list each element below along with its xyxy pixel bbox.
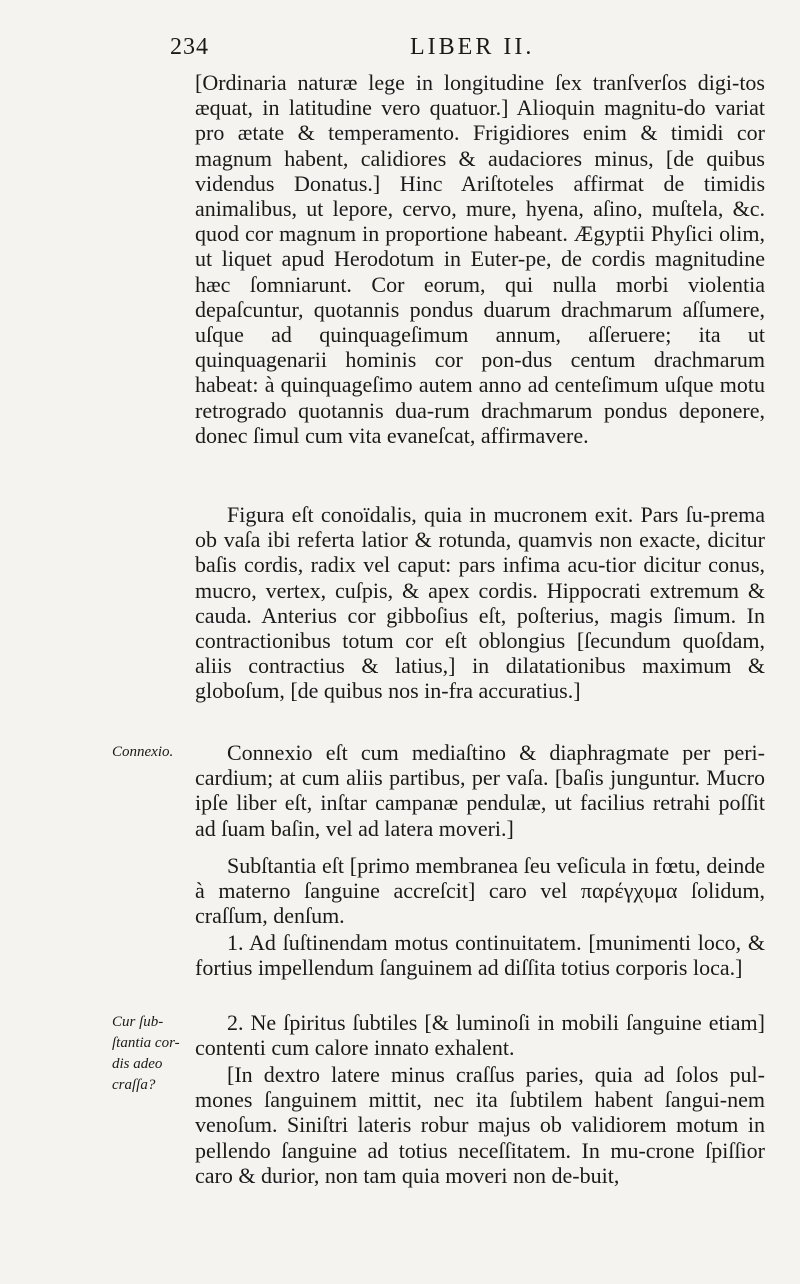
- paragraph-text: [In dextro latere minus craſſus paries, quia ad ſolos pul-mones ſanguinem mittit, nec ita ſubtilem habent ſangui-nem venoſum. Siniſtri lateris robur majus ob validiorem motum in pellendo ſanguine ad totius neceſſitatem. In mu-crone ſpiſſior caro & durior, non tam quia moveri non de-buit,: [195, 1062, 765, 1188]
- paragraph-text: 1. Ad ſuſtinendam motus continuitatem. [munimenti loco, & fortius impellendum ſanguinem ad diſſita totius corporis loca.]: [195, 930, 765, 981]
- paragraph-magnitudo: [195, 70, 765, 448]
- paragraph-text: Figura eſt conoïdalis, quia in mucronem exit. Pars ſu-prema ob vaſa ibi referta latior & rotunda, quamvis non exacte, dicitur baſis cordis, radix vel caput: pars infima acu-tior dicitur conus, mucro, vertex, cuſpis, & apex cordis. Hippocrati extremum & cauda. Anterius cor gibboſius eſt, poſterius, magis ſimum. In contractionibus totum cor eſt oblongius [ſecundum quoſdam, aliis contractius & latius,] in dilatationibus maximum & globoſum, [de quibus nos in-fra accuratius.]: [195, 502, 765, 704]
- paragraph-substantia: [195, 853, 765, 929]
- margin-note-cur-substantia: Cur ſub- ſtantia cor- dis adeo craſſa?: [112, 1014, 180, 1093]
- paragraph-text: 2. Ne ſpiritus ſubtiles [& luminoſi in mobili ſanguine etiam] contenti cum calore innato exhalent.: [195, 1010, 765, 1061]
- paragraph-reason-1: [195, 930, 765, 980]
- paragraph-text: [Ordinaria naturæ lege in longitudine ſex tranſverſos digi-tos æquat, in latitudine vero quatuor.] Alioquin magnitu-do variat pro ætate & temperamento. Frigidiores enim & timidi cor magnum habent, calidiores & audaciores minus, [de quibus videndus Donatus.] Hinc Ariſtoteles affirmat de timidis animalibus, ut lepore, cervo, mure, hyena, aſino, muſtela, &c. quod cor magnum in proportione habeant. Ægyptii Phyſici olim, ut liquet apud Herodotum in Euter-pe, de cordis magnitudine hæc ſomniarunt. Cor eorum, qui nulla morbi violentia depaſcuntur, quotannis pondus duarum drachmarum aſſumere, uſque ad quinquageſimum annum, aſſeruere; ita ut quinquagenarii hominis cor pon-dus centum drachmarum habeat: à quinquageſimo autem anno ad centeſimum uſque motu retrogrado quotannis dua-rum drachmarum pondus deponere, donec ſimul cum vita evaneſcat, affirmavere.: [195, 70, 765, 448]
- paragraph-reason-2: [195, 1010, 765, 1060]
- paragraph-text: Connexio eſt cum mediaſtino & diaphragmate per peri-cardium; at cum aliis partibus, per vaſa. [baſis junguntur. Mucro ipſe liber eſt, inſtar campanæ pendulæ, ut facilius retrahi poſſit ad ſuam baſin, vel ad latera moveri.]: [195, 740, 765, 841]
- page-header: [170, 34, 570, 64]
- margin-note-connexio: Connexio.: [112, 744, 174, 760]
- paragraph-text: Subſtantia eſt [primo membranea ſeu veſicula in fœtu, deinde à materno ſanguine accreſcit] caro vel παρέγχυμα ſolidum, craſſum, denſum.: [195, 853, 765, 929]
- paragraph-dextro: [195, 1062, 765, 1188]
- page-number: 234: [170, 34, 209, 60]
- paragraph-figura: [195, 502, 765, 704]
- running-head: LIBER II.: [410, 34, 535, 60]
- paragraph-connexio: [195, 740, 765, 841]
